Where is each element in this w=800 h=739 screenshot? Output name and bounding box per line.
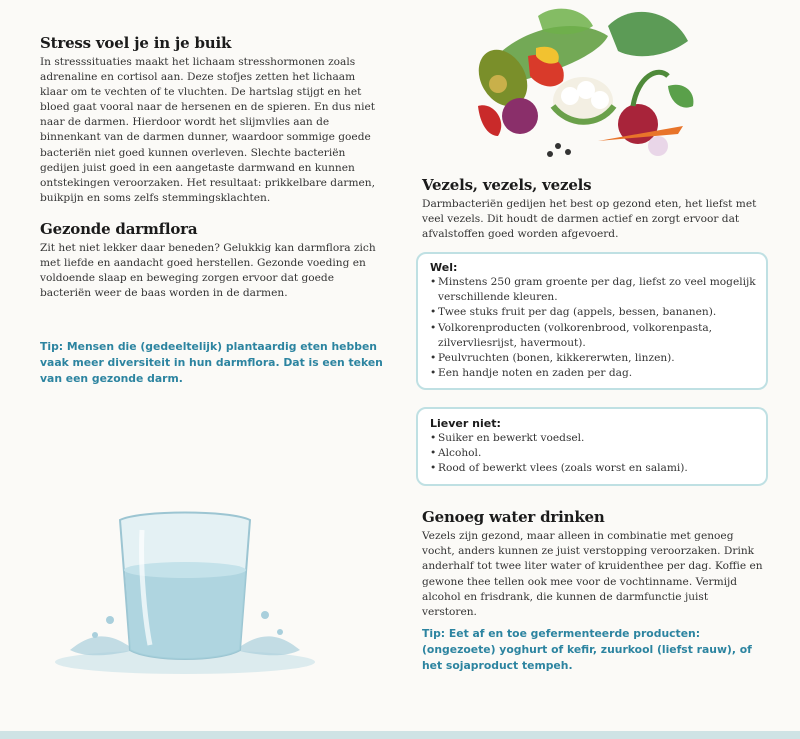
list-item: • Twee stuks fruit per dag (appels, bessen, bananen). [430, 305, 756, 320]
section-title: Stress voel je in je buik [40, 34, 232, 52]
section-water [422, 508, 764, 674]
liever-niet-list [430, 431, 756, 476]
section-text: Zit het niet lekker daar beneden? Gelukkig kan darmflora zich met liefde en aandacht goed herstellen. Gezonde voeding en voldoende slaap en beweging zorgen ervoor dat goede bacteriën weer de baas worden in de darmen. [40, 241, 376, 300]
section-text: Darmbacteriën gedijen het best op gezond eten, het liefst met veel vezels. Dit houdt de darmen actief en zorgt ervoor dat afvalstoffen goed worden afgevoerd. [422, 198, 757, 241]
page-bottom-edge [0, 731, 800, 739]
list-item: • Volkorenproducten (volkorenbrood, volkorenpasta, zilvervliesrijst, havermout). [430, 321, 756, 351]
box-title: Liever niet: [430, 416, 501, 430]
right-column [422, 176, 764, 674]
section-darmflora [40, 220, 385, 301]
section-text: Vezels zijn gezond, maar alleen in combinatie met genoeg vocht, anders kunnen ze juist verstopping veroorzaken. Drink anderhalf tot twee liter water of kruidenthee per dag. Koffie en gewone thee tellen ook mee voor de vochtinname. Vermijd alcohol en frisdrank, die kunnen de darmfunctie juist verstoren. [422, 530, 763, 618]
section-fiber [422, 176, 764, 242]
vegetables-illustration [458, 6, 698, 166]
section-text: In stresssituaties maakt het lichaam stresshormonen zoals adrenaline en cortisol aan. Deze stofjes zetten het lichaam klaar om te vechten of te vluchten. De hartslag stijgt en het bloed gaat vooral naar de hersenen en de spieren. En dus niet naar de darmen. Hierdoor wordt het slijmvlies aan de binnenkant van de darmen dunner, waardoor sommige goede bacteriën niet goed kunnen overleven. Slechte bacteriën gedijen juist goed in een aangetaste darmwand en kunnen ontstekingen veroorzaken. Het resultaat: prikkelbare darmen, buikpijn en soms zelfs stemmingsklachten. [40, 56, 376, 204]
list-item: • Een handje noten en zaden per dag. [430, 366, 756, 381]
water-glass-illustration [50, 500, 320, 680]
tip-fermented: Tip: Eet af en toe gefermenteerde producten: (ongezoete) yoghurt of kefir, zuurkool (liefst rauw), of het sojaproduct tempeh. [422, 626, 752, 672]
section-title: Genoeg water drinken [422, 508, 605, 527]
section-stress [40, 34, 385, 206]
list-item: • Alcohol. [430, 446, 756, 461]
left-column [40, 34, 385, 387]
tip-plant-based: Tip: Mensen die (gedeeltelijk) plantaardig eten hebben vaak meer diversiteit in hun darmflora. Dat is een teken van een gezonde darm. [40, 340, 383, 386]
wel-list [430, 275, 756, 381]
section-title: Gezonde darmflora [40, 219, 198, 238]
section-title: Vezels, vezels, vezels [422, 176, 592, 194]
list-item: • Peulvruchten (bonen, kikkererwten, linzen). [430, 351, 756, 366]
box-title: Wel: [430, 261, 458, 275]
box-liever-niet [416, 407, 768, 486]
list-item: • Suiker en bewerkt voedsel. [430, 431, 756, 446]
list-item: • Rood of bewerkt vlees (zoals worst en salami). [430, 461, 756, 476]
list-item: • Minstens 250 gram groente per dag, liefst zo veel mogelijk verschillende kleuren. [430, 275, 756, 305]
box-wel [416, 252, 768, 390]
